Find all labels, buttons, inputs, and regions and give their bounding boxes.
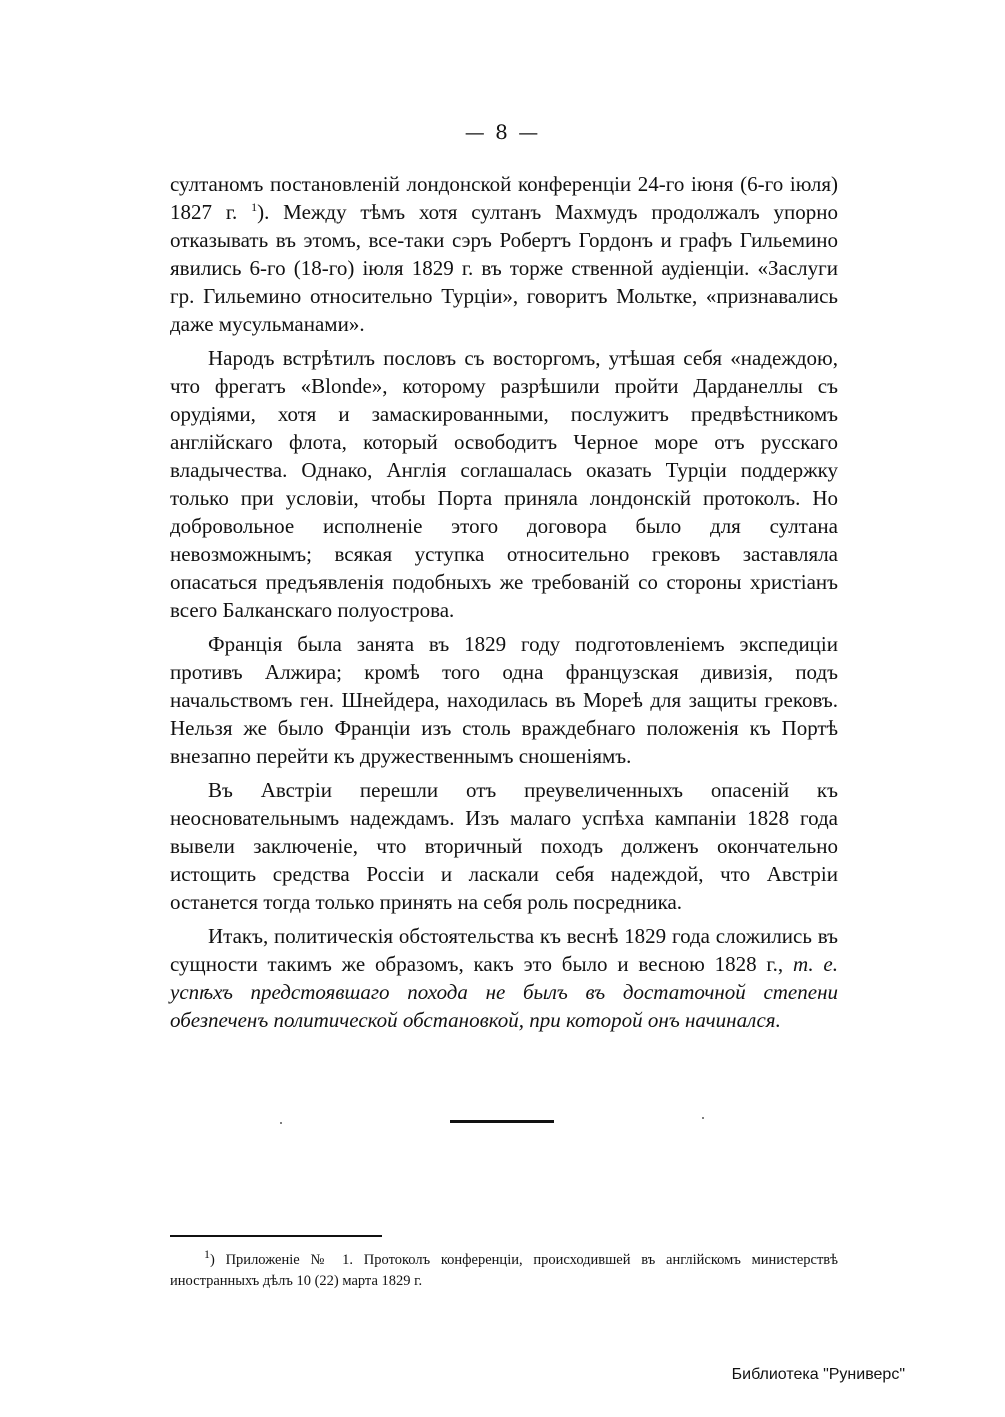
paragraph-1	[170, 170, 838, 338]
footnote-rule	[170, 1235, 382, 1237]
footnote-text: ) Приложеніе № 1. Протоколъ конференціи, происходившей въ англійскомъ министерствѣ иностранныхъ дѣлъ 10 (22) марта 1829 г.	[170, 1252, 838, 1289]
paragraph-2: Народъ встрѣтилъ пословъ съ восторгомъ, утѣшая себя «надеждою, что фрегатъ «Blonde», которому разрѣшили пройти Дарданеллы съ орудіями, хотя и замаскированными, послужитъ предвѣстникомъ англійскаго флота, который освободитъ Черное море отъ русскаго владычества. Однако, Англія соглашалась оказать Турціи поддержку только при условіи, чтобы Порта приняла лондонскій протоколъ. Но добровольное исполненіе этого договора было для султана невозможнымъ; всякая уступка относительно грековъ заставляла опасаться предъявленія подобныхъ же требованій со стороны христіанъ всего Балканскаго полуострова.	[170, 346, 838, 622]
footnote	[170, 1247, 838, 1292]
paragraph-1-text-start: султаномъ постановленій лондонской конференціи 24-го іюня (6-го іюля) 1827 г.	[170, 172, 838, 224]
paragraph-5-text-start: Итакъ, политическія обстоятельства къ веснѣ 1829 года сложились въ сущности такимъ же образомъ, какъ это было и весною 1828 г.,	[170, 924, 838, 976]
paragraph-4: Въ Австріи перешли отъ преувеличенныхъ опасеній къ неосновательнымъ надеждамъ. Изъ малаго успѣха кампаніи 1828 года вывели заключеніе, что вторичный походъ долженъ окончательно истощить средства Россіи и ласкали себя надеждой, что Австріи останется тогда только принять на себя роль посредника.	[170, 778, 838, 914]
footnote-reference: 1	[251, 200, 258, 214]
paragraph-5	[170, 922, 838, 1034]
section-end-rule	[450, 1120, 554, 1123]
print-speck	[702, 1117, 704, 1119]
print-speck	[280, 1122, 282, 1124]
paragraph-5-italic-text: т. е. успѣхъ предстоявшаго похода не былъ въ достаточной степени обезпеченъ политической обстановкой, при которой онъ начинался.	[170, 952, 838, 1032]
footnote-marker: 1	[204, 1247, 210, 1262]
paragraph-1-text-end: ). Между тѣмъ хотя султанъ Махмудъ продолжалъ упорно отказывать въ этомъ, все-таки сэръ Робертъ Гордонъ и графъ Гильемино явились 6-го (18-го) іюля 1829 г. въ торже ственной аудіенціи. «Заслуги гр. Гильемино относительно Турціи», говоритъ Мольтке, «признавались даже мусульманами».	[170, 200, 838, 336]
paragraph-3: Франція была занята въ 1829 году подготовленіемъ экспедиціи противъ Алжира; кромѣ того одна французская дивизія, подъ начальствомъ ген. Шнейдера, находилась въ Мореѣ для защиты грековъ. Нельзя же было Франціи изъ столь враждебнаго положенія къ Портѣ внезапно перейти къ дружественнымъ сношеніямъ.	[170, 632, 838, 768]
body-text	[170, 170, 838, 1040]
page-number: — 8 —	[464, 120, 541, 144]
library-watermark: Библиотека "Руниверс"	[731, 1366, 905, 1383]
